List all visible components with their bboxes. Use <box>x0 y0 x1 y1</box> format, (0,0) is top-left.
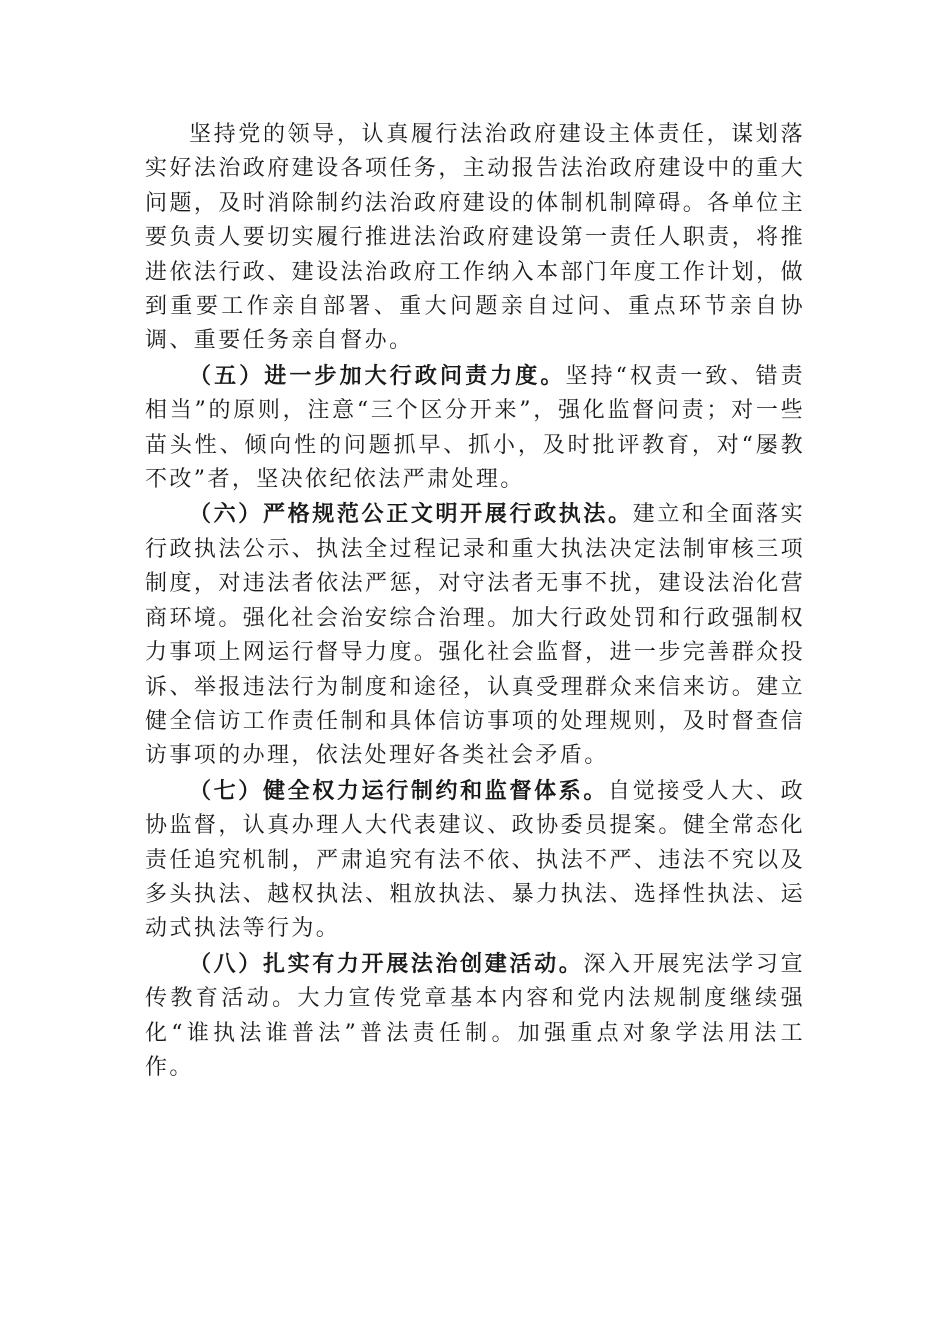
paragraph-supervision <box>145 774 805 947</box>
paragraph-law-enforcement <box>145 497 805 773</box>
paragraph-heading: （五）进一步加大行政问责力度。 <box>189 362 566 389</box>
paragraph-heading: （八）扎实有力开展法治创建活动。 <box>189 950 584 977</box>
document-page <box>145 117 805 1085</box>
paragraph-body: 建立和全面落实行政执法公示、执法全过程记录和重大执法决定法制审核三项制度，对违法者依法严惩，对守法者无事不扰，建设法治化营商环境。强化社会治安综合治理。加大行政处罚和行政强制权力事项上网运行督导力度。强化社会监督，进一步完善群众投诉、举报违法行为制度和途径，认真受理群众来信来访。建立健全信访工作责任制和具体信访事项的处理规则，及时督查信访事项的办理，依法处理好各类社会矛盾。 <box>145 502 805 769</box>
paragraph-heading: （七）健全权力运行制约和监督体系。 <box>189 777 609 804</box>
paragraph-body: 深入开展宪法学习宣传教育活动。大力宣传党章基本内容和党内法规制度继续强化“谁执法谁普法”普法责任制。加强重点对象学法用法工作。 <box>145 951 805 1080</box>
paragraph-heading: （六）严格规范公正文明开展行政执法。 <box>189 501 633 528</box>
paragraph-body: 坚持“权责一致、错责相当”的原则，注意“三个区分开来”，强化监督问责；对一些苗头性、倾向性的问题抓早、抓小，及时批评教育，对“屡教不改”者，坚决依纪依法严肃处理。 <box>145 363 805 493</box>
paragraph-body: 自觉接受人大、政协监督，认真办理人大代表建议、政协委员提案。健全常态化责任追究机制，严肃追究有法不依、执法不严、违法不究以及多头执法、越权执法、粗放执法、暴力执法、选择性执法、运动式执法等行为。 <box>145 778 805 942</box>
paragraph-accountability <box>145 359 805 498</box>
paragraph-body: 坚持党的领导，认真履行法治政府建设主体责任，谋划落实好法治政府建设各项任务，主动报告法治政府建设中的重大问题，及时消除制约法治政府建设的体制机制障碍。各单位主要负责人要切实履行推进法治政府建设第一责任人职责，将推进依法行政、建设法治政府工作纳入本部门年度工作计划，做到重要工作亲自部署、重大问题亲自过问、重点环节亲自协调、重要任务亲自督办。 <box>145 122 805 354</box>
paragraph-legal-campaign <box>145 947 805 1086</box>
paragraph-leadership <box>145 117 805 359</box>
